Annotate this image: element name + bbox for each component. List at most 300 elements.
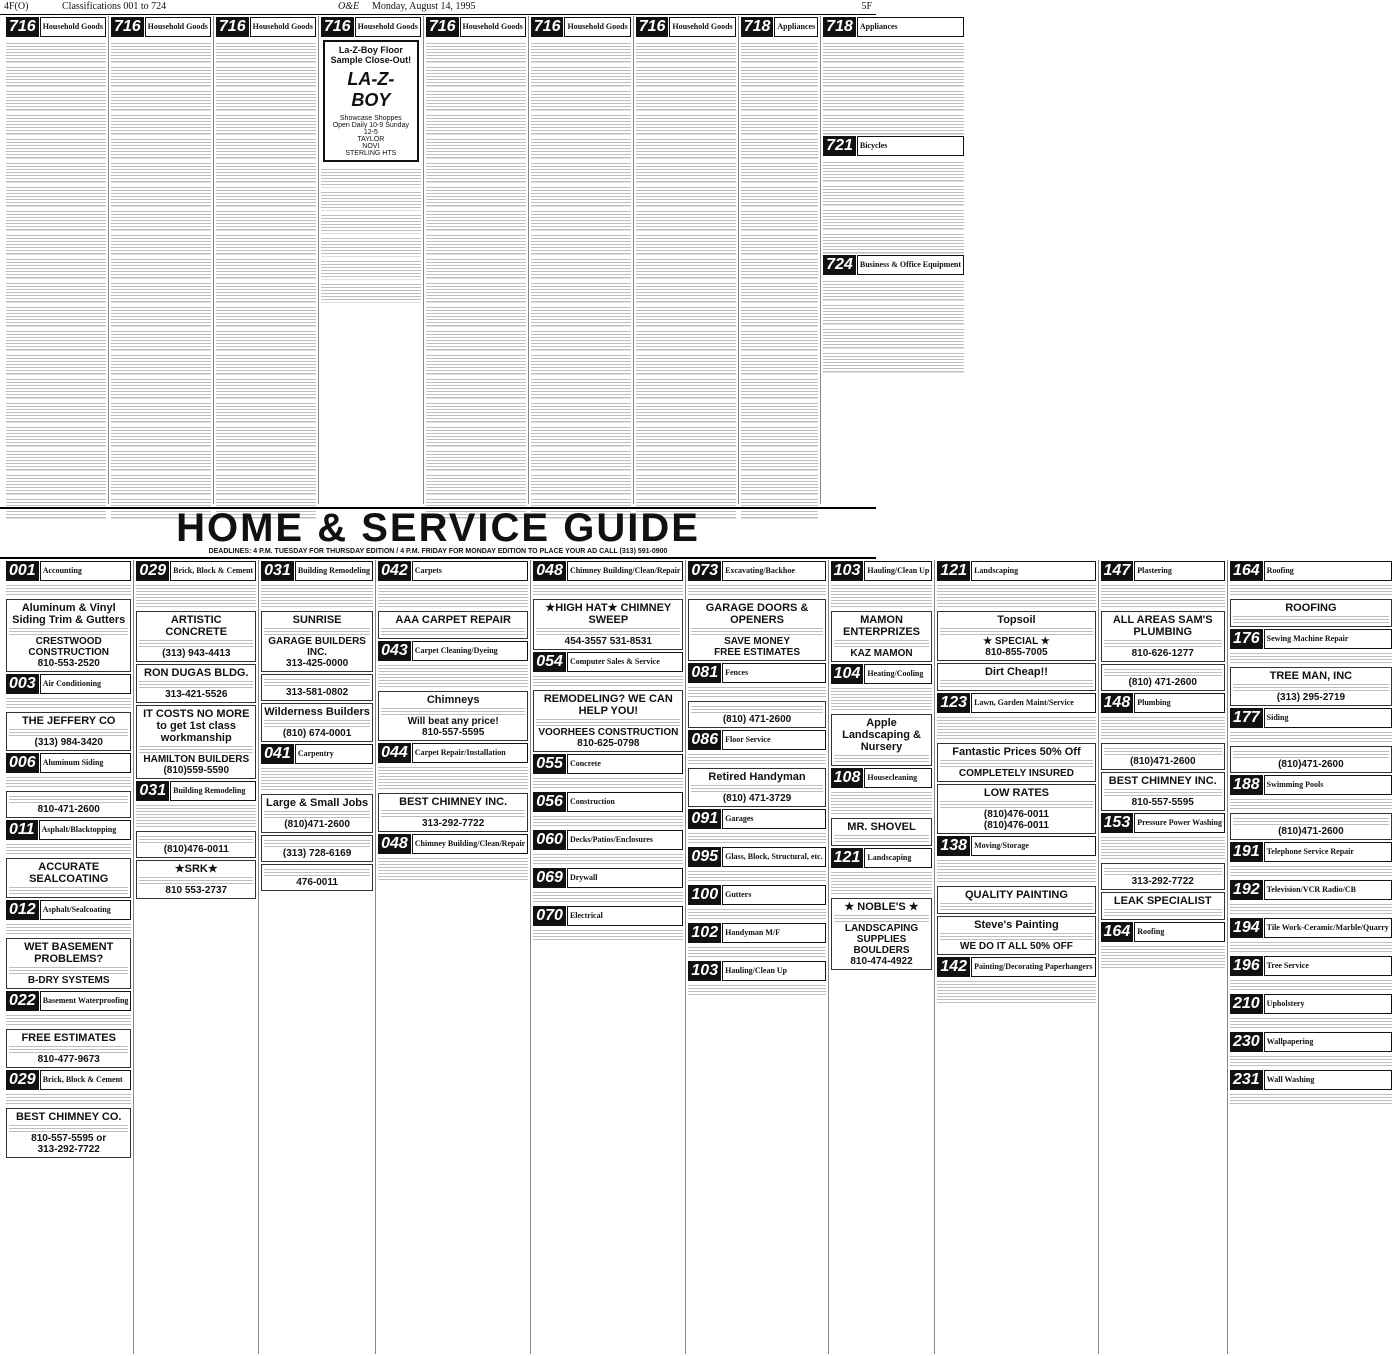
ad-text-lines xyxy=(6,89,106,110)
ad-details xyxy=(9,794,128,804)
service-ad xyxy=(1101,611,1225,662)
category-header xyxy=(1230,1070,1392,1090)
classified-ad xyxy=(216,183,316,207)
listing-text xyxy=(533,814,683,828)
ad-phone: 810-474-4922 xyxy=(850,956,913,967)
ad-text-lines xyxy=(688,685,825,699)
category-name: Household Goods xyxy=(460,17,526,37)
classified-ad xyxy=(6,183,106,207)
classified-ad xyxy=(741,135,819,159)
classified-ad xyxy=(216,279,316,303)
ad-details xyxy=(139,638,253,648)
ad-text-lines xyxy=(139,834,253,844)
category-name: Housecleaning xyxy=(864,768,932,788)
classified-ad xyxy=(823,325,964,349)
directory-column xyxy=(376,560,531,1354)
category-name: Garages xyxy=(722,809,826,829)
category-header xyxy=(533,652,683,672)
ad-text-lines xyxy=(1104,866,1222,876)
listing-text xyxy=(937,858,1095,884)
ad-headline: Wilderness Builders xyxy=(264,706,370,718)
ad-text-lines xyxy=(378,663,528,689)
ad-details xyxy=(139,744,253,754)
ad-text-lines xyxy=(426,401,526,422)
ad-subheadline: VOORHEES CONSTRUCTION xyxy=(538,727,679,738)
guide-title: HOME & SERVICE GUIDE xyxy=(176,506,700,550)
ad-text-lines xyxy=(111,281,211,302)
ad-text-lines xyxy=(531,425,631,446)
classified-ad xyxy=(636,471,736,495)
ad-details xyxy=(139,834,253,844)
ad-text-lines xyxy=(1101,835,1225,861)
ad-text-lines xyxy=(111,449,211,470)
ad-phone: (810) 471-2600 xyxy=(1128,677,1197,688)
ad-text-lines xyxy=(531,137,631,158)
ad-details xyxy=(834,913,930,923)
ad-text-lines xyxy=(261,766,373,792)
category-number: 716 xyxy=(6,17,39,37)
service-ad xyxy=(688,701,825,728)
classified-ad xyxy=(531,279,631,303)
ad-headline: ROOFING xyxy=(1285,602,1337,614)
category-name: Excavating/Backhoe xyxy=(722,561,826,581)
classified-ad xyxy=(6,399,106,423)
directory-column xyxy=(134,560,259,1354)
ad-details xyxy=(834,638,930,648)
classified-ad xyxy=(321,211,421,234)
ad-text-lines xyxy=(636,449,736,470)
listing-text xyxy=(136,803,256,829)
listing-text xyxy=(688,685,825,699)
ad-text-lines xyxy=(111,425,211,446)
category-number: 054 xyxy=(533,652,566,672)
ad-text-lines xyxy=(636,113,736,134)
ad-text-lines xyxy=(426,425,526,446)
listing-text xyxy=(831,583,933,609)
ad-text-lines xyxy=(531,233,631,254)
ad-text-lines xyxy=(741,41,819,62)
listing-column xyxy=(4,16,109,504)
classified-ad xyxy=(531,423,631,447)
ad-text-lines xyxy=(741,233,819,254)
category-header xyxy=(937,561,1095,581)
ad-headline: RON DUGAS BLDG. xyxy=(144,667,249,679)
classified-ad xyxy=(6,39,106,63)
ad-text-lines xyxy=(216,377,316,398)
lazboy-title: La-Z-Boy Floor Sample Close-Out! xyxy=(330,45,412,65)
ad-text-lines xyxy=(111,113,211,134)
service-ad xyxy=(6,1108,131,1158)
ad-text-lines xyxy=(823,232,964,253)
ad-text-lines xyxy=(426,137,526,158)
category-name: Television/VCR Radio/CB xyxy=(1264,880,1392,900)
category-name: Roofing xyxy=(1134,922,1225,942)
ad-text-lines xyxy=(741,281,819,302)
ad-text-lines xyxy=(823,113,964,134)
ad-text-lines xyxy=(531,401,631,422)
ad-details xyxy=(940,799,1092,809)
ad-text-lines xyxy=(216,161,316,182)
category-number: 194 xyxy=(1230,918,1263,938)
ad-subheadline: HAMILTON BUILDERS xyxy=(143,754,250,765)
category-name: Glass, Block, Structural, etc. xyxy=(722,847,826,867)
ad-text-lines xyxy=(823,184,964,205)
listing-text xyxy=(688,945,825,959)
service-ad xyxy=(6,791,131,818)
ad-details xyxy=(536,717,680,727)
issue-date: Monday, August 14, 1995 xyxy=(372,1,476,12)
ad-details xyxy=(139,679,253,689)
ad-text-lines xyxy=(6,583,131,597)
ad-headline: LOW RATES xyxy=(983,787,1050,799)
ad-text-lines xyxy=(111,305,211,326)
ad-text-lines xyxy=(216,65,316,86)
classified-ad xyxy=(426,303,526,327)
service-ad xyxy=(378,691,528,741)
listing-text xyxy=(1101,715,1225,741)
listing-text xyxy=(1101,835,1225,861)
ad-phone: 810-625-0798 xyxy=(577,738,640,749)
service-ad xyxy=(136,860,256,899)
ad-details xyxy=(940,931,1092,941)
listing-text xyxy=(6,1092,131,1106)
category-header xyxy=(426,17,526,37)
category-header xyxy=(688,923,825,943)
classified-ad xyxy=(426,375,526,399)
ad-text-lines xyxy=(6,329,106,350)
category-number: 055 xyxy=(533,754,566,774)
classified-ad xyxy=(426,327,526,351)
service-ad xyxy=(1230,746,1392,773)
ad-headline: Steve's Painting xyxy=(974,919,1059,931)
directory-column xyxy=(935,560,1098,1354)
classified-ad xyxy=(111,87,211,111)
category-header xyxy=(6,1070,131,1090)
category-number: 121 xyxy=(831,848,864,868)
ad-text-lines xyxy=(216,449,316,470)
ad-text-lines xyxy=(741,329,819,350)
classified-ad xyxy=(426,39,526,63)
ad-text-lines xyxy=(940,626,1092,636)
category-header xyxy=(533,561,683,581)
ad-headline: AAA CARPET REPAIR xyxy=(395,614,511,626)
ad-text-lines xyxy=(216,473,316,494)
ad-text-lines xyxy=(688,752,825,766)
category-name: Swimming Pools xyxy=(1264,775,1392,795)
ad-phone: (313) 943-4413 xyxy=(162,648,231,659)
category-name: Moving/Storage xyxy=(971,836,1095,856)
ad-text-lines xyxy=(6,281,106,302)
ad-phone: 313-421-5526 xyxy=(165,689,228,700)
classified-ad xyxy=(741,447,819,471)
category-header xyxy=(533,754,683,774)
ad-details xyxy=(940,901,1092,911)
listing-text xyxy=(1230,902,1392,916)
category-name: Brick, Block & Cement xyxy=(40,1070,132,1090)
category-name: Sewing Machine Repair xyxy=(1264,629,1392,649)
ad-text-lines xyxy=(940,758,1092,768)
ad-text-lines xyxy=(831,870,933,896)
classified-ad xyxy=(741,207,819,231)
ad-text-lines xyxy=(741,425,819,446)
category-header xyxy=(378,641,528,661)
classified-ad xyxy=(636,159,736,183)
ad-text-lines xyxy=(426,185,526,206)
ad-text-lines xyxy=(6,209,106,230)
category-number: 091 xyxy=(688,809,721,829)
classified-ad xyxy=(216,255,316,279)
ad-details xyxy=(1233,682,1389,692)
ad-text-lines xyxy=(111,137,211,158)
ad-details xyxy=(1233,816,1389,826)
ad-headline: ★HIGH HAT★ CHIMNEY SWEEP xyxy=(545,602,672,626)
ad-text-lines xyxy=(823,160,964,181)
listing-text xyxy=(1230,651,1392,665)
category-header xyxy=(6,991,131,1011)
ad-text-lines xyxy=(216,89,316,110)
listing-text xyxy=(1230,940,1392,954)
ad-text-lines xyxy=(823,351,964,372)
ad-text-lines xyxy=(111,329,211,350)
ad-details xyxy=(691,704,822,714)
classified-ad xyxy=(636,183,736,207)
ad-details xyxy=(940,626,1092,636)
classified-ad xyxy=(741,63,819,87)
category-name: Plumbing xyxy=(1134,693,1225,713)
ad-headline: Large & Small Jobs xyxy=(266,797,369,809)
category-number: 148 xyxy=(1101,693,1134,713)
ad-details xyxy=(381,808,525,818)
directory-column xyxy=(686,560,828,1354)
classified-ad xyxy=(823,206,964,230)
ad-phone: 810-471-2600 xyxy=(37,804,100,815)
category-header xyxy=(1101,922,1225,942)
classified-ad xyxy=(531,135,631,159)
page-number: 4F(O) xyxy=(4,1,29,12)
lazboy-ad xyxy=(323,40,419,162)
category-name: Hauling/Clean Up xyxy=(864,561,932,581)
classified-ad xyxy=(111,39,211,63)
ad-text-lines xyxy=(6,696,131,710)
classified-ad xyxy=(426,423,526,447)
ad-subheadline: SAVE MONEY xyxy=(724,636,790,647)
ad-text-lines xyxy=(1233,614,1389,624)
ad-text-lines xyxy=(111,65,211,86)
ad-text-lines xyxy=(6,449,106,470)
classified-ad xyxy=(636,39,736,63)
service-ad xyxy=(1101,772,1225,811)
ad-headline: Retired Handyman xyxy=(708,771,806,783)
category-number: 086 xyxy=(688,730,721,750)
category-header xyxy=(111,17,211,37)
ad-text-lines xyxy=(1104,638,1222,648)
category-number: 044 xyxy=(378,743,411,763)
category-name: Tile Work-Ceramic/Marble/Quarry xyxy=(1264,918,1392,938)
ad-text-lines xyxy=(321,259,421,279)
ad-text-lines xyxy=(741,449,819,470)
ad-phone: (810) 674-0001 xyxy=(282,728,352,739)
ad-text-lines xyxy=(111,401,211,422)
ad-details xyxy=(1104,787,1222,797)
directory-column xyxy=(829,560,936,1354)
ad-headline: MR. SHOVEL xyxy=(847,821,916,833)
ad-headline: BEST CHIMNEY INC. xyxy=(399,796,508,808)
listing-text xyxy=(688,983,825,997)
ad-headline: ★SRK★ xyxy=(174,863,218,875)
ad-text-lines xyxy=(321,167,421,187)
classified-ad xyxy=(636,207,736,231)
classified-ad xyxy=(216,399,316,423)
classified-ad xyxy=(531,231,631,255)
ad-text-lines xyxy=(426,281,526,302)
category-header xyxy=(136,781,256,801)
category-number: 041 xyxy=(261,744,294,764)
category-name: Hauling/Clean Up xyxy=(722,961,826,981)
service-ad xyxy=(136,664,256,703)
classified-ad xyxy=(636,327,736,351)
category-header xyxy=(741,17,819,37)
ad-text-lines xyxy=(426,473,526,494)
ad-headline: QUALITY PAINTING xyxy=(965,889,1068,901)
ad-text-lines xyxy=(531,353,631,374)
category-number: 070 xyxy=(533,906,566,926)
ad-phone: (810)471-2600 xyxy=(1129,756,1196,767)
ad-text-lines xyxy=(6,775,131,789)
classified-ad xyxy=(426,111,526,135)
classified-ad xyxy=(531,63,631,87)
ad-text-lines xyxy=(636,161,736,182)
service-ad xyxy=(261,703,373,742)
ad-details xyxy=(1104,907,1222,917)
service-ad xyxy=(261,674,373,701)
category-number: 022 xyxy=(6,991,39,1011)
ad-phone: (810)471-2600 xyxy=(284,819,350,830)
ad-text-lines xyxy=(940,901,1092,911)
directory-column xyxy=(1099,560,1228,1354)
ad-headline: SUNRISE xyxy=(292,614,342,626)
category-name: Aluminum Siding xyxy=(40,753,132,773)
classified-ad xyxy=(216,351,316,375)
lazboy-sub: Showcase Shoppes xyxy=(339,115,402,122)
classified-ad xyxy=(426,63,526,87)
category-header xyxy=(1101,693,1225,713)
lazboy-hours: Open Daily 10-9 Sunday 12-5 xyxy=(332,122,409,136)
listing-text xyxy=(688,583,825,597)
ad-headline: TREE MAN, INC xyxy=(1269,670,1353,682)
ad-text-lines xyxy=(381,808,525,818)
classified-ad xyxy=(426,255,526,279)
classified-ad xyxy=(741,159,819,183)
ad-text-lines xyxy=(378,583,528,609)
ad-phone: 810-557-5595 xyxy=(422,727,485,738)
ad-text-lines xyxy=(636,89,736,110)
ad-phone: (313) 984-3420 xyxy=(34,737,103,748)
category-number: 011 xyxy=(6,820,38,840)
category-name: Floor Service xyxy=(722,730,826,750)
classified-ad xyxy=(111,399,211,423)
classified-ad xyxy=(426,447,526,471)
category-header xyxy=(688,885,825,905)
ad-text-lines xyxy=(1101,715,1225,741)
ad-text-lines xyxy=(536,626,680,636)
ad-text-lines xyxy=(533,776,683,790)
ad-text-lines xyxy=(216,137,316,158)
category-name: Drywall xyxy=(567,868,683,888)
category-header xyxy=(6,900,131,920)
category-number: 102 xyxy=(688,923,721,943)
ad-details xyxy=(9,885,128,895)
category-name: Landscaping xyxy=(971,561,1095,581)
category-number: 138 xyxy=(937,836,970,856)
ad-details xyxy=(264,677,370,687)
category-header xyxy=(1230,994,1392,1014)
ad-text-lines xyxy=(741,377,819,398)
ad-text-lines xyxy=(426,113,526,134)
category-header xyxy=(378,834,528,854)
listing-text xyxy=(831,790,933,816)
ad-text-lines xyxy=(823,65,964,86)
listing-text xyxy=(688,831,825,845)
classified-ad xyxy=(531,471,631,495)
ad-text-lines xyxy=(691,783,822,793)
ad-details xyxy=(9,626,128,636)
classified-ad xyxy=(426,231,526,255)
listing-text xyxy=(136,583,256,609)
ad-text-lines xyxy=(111,257,211,278)
category-name: Wallpapering xyxy=(1264,1032,1392,1052)
ad-text-lines xyxy=(6,1013,131,1027)
classified-ad xyxy=(636,255,736,279)
ad-phone: 313-292-7722 xyxy=(37,1144,100,1155)
ad-details xyxy=(9,1123,128,1133)
listing-text xyxy=(1230,583,1392,597)
category-header xyxy=(136,561,256,581)
category-header xyxy=(688,961,825,981)
category-name: Carpet Repair/Installation xyxy=(412,743,528,763)
category-name: Building Remodeling xyxy=(295,561,373,581)
lazboy-logo: LA-Z-BOY xyxy=(347,69,395,110)
ad-phone: (810)471-2600 xyxy=(1278,759,1344,770)
classified-ad xyxy=(111,135,211,159)
ad-text-lines xyxy=(216,305,316,326)
ad-subheadline: LANDSCAPING SUPPLIES BOULDERS xyxy=(844,923,919,956)
category-number: 716 xyxy=(426,17,459,37)
listing-text xyxy=(1230,797,1392,811)
ad-text-lines xyxy=(823,327,964,348)
ad-text-lines xyxy=(1230,864,1392,878)
ad-text-lines xyxy=(688,831,825,845)
ad-text-lines xyxy=(1230,1092,1392,1106)
classified-ad xyxy=(823,230,964,254)
category-header xyxy=(6,753,131,773)
category-header xyxy=(688,809,825,829)
service-ad xyxy=(831,818,933,846)
ad-text-lines xyxy=(636,65,736,86)
classified-ad xyxy=(823,182,964,206)
classified-ad xyxy=(426,135,526,159)
category-header xyxy=(6,820,131,840)
category-number: 142 xyxy=(937,957,970,977)
category-header xyxy=(378,743,528,763)
ad-text-lines xyxy=(264,626,370,636)
service-ad xyxy=(937,916,1095,955)
classified-ad xyxy=(636,447,736,471)
category-header xyxy=(831,848,933,868)
ad-text-lines xyxy=(531,65,631,86)
ad-text-lines xyxy=(741,65,819,86)
category-name: Pressure Power Washing xyxy=(1134,813,1225,833)
classified-ad xyxy=(531,399,631,423)
